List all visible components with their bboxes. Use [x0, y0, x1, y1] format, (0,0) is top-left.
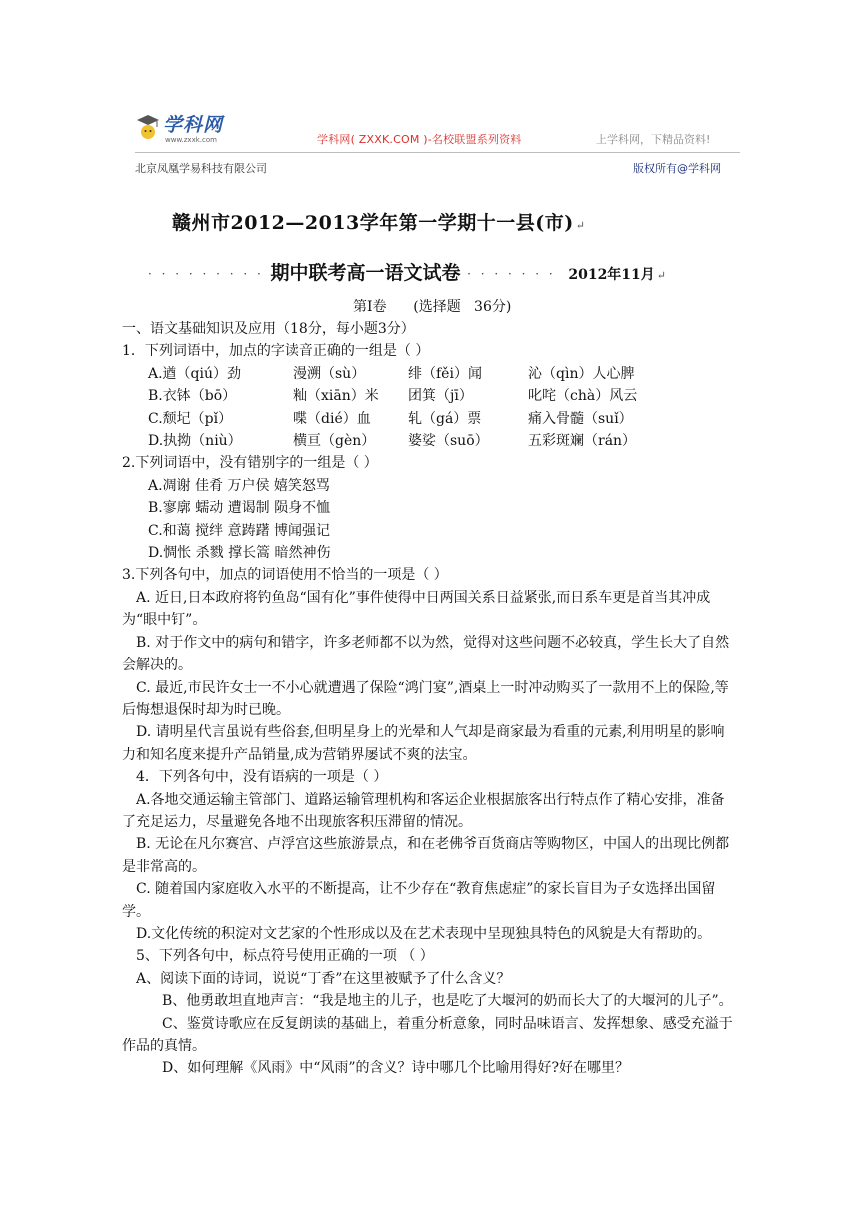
- option-paragraph: D.文化传统的积淀对文艺家的个性形成以及在艺术表现中呈现独具特色的风貌是大有帮助的。: [136, 925, 712, 942]
- option-paragraph: B. 对于作文中的病句和错字，许多老师都不以为然，觉得对这些问题不必较真，学生长大了自然会解决的。: [122, 634, 730, 674]
- option-paragraph: A. 近日,日本政府将钓鱼岛“国有化”事件使得中日两国关系日益紧张,而日系车更是首当其冲成为“眼中钉”。: [122, 589, 711, 629]
- question-stem: 2.下列词语中，没有错别字的一组是（ ）: [122, 455, 378, 472]
- header-divider: [135, 152, 740, 153]
- logo-url: www.zxxk.com: [165, 136, 217, 144]
- option-row: C.和蔼 搅绊 意踌躇 博闻强记: [148, 522, 331, 539]
- exam-body: [122, 318, 734, 1080]
- header-slogan: 上学科网，下精品资料!: [596, 133, 711, 146]
- question-stem: 4．下列各句中，没有语病的一项是（ ）: [136, 769, 388, 786]
- leader-dots: · · · · · · · · ·: [148, 267, 264, 281]
- question-stem: 5、下列各句中，标点符号使用正确的一项 （ ）: [136, 948, 434, 965]
- exam-title: 期中联考高一语文试卷: [270, 262, 461, 284]
- question-stem: 3.下列各句中，加点的词语使用不恰当的一项是（ ）: [122, 567, 448, 584]
- option-paragraph: C. 最近,市民许女士一不小心就遭遇了保险“鸿门宴”,酒桌上一时冲动购买了一款用不上的保险,等后悔想退保时却为时已晚。: [122, 679, 729, 718]
- exam-date: 2012年11月: [568, 267, 655, 283]
- site-logo[interactable]: [135, 108, 235, 148]
- option-row: D.执拗（niù） 横亘（gèn） 婆娑（suō） 五彩斑斓（rán）: [148, 433, 637, 450]
- exam-title-line2: · · · · · · · · · 期中联考高一语文试卷 · · · · · · · 2012年11月 ↵: [148, 262, 667, 284]
- option-row: B.寥廓 蠕动 遭谒制 陨身不恤: [148, 500, 331, 517]
- mortarboard-icon: [135, 112, 161, 142]
- copyright-notice: 版权所有@学科网: [633, 162, 721, 175]
- leader-dots: · · · · · · ·: [467, 267, 556, 281]
- exam-title-line1: 赣州市2012—2013学年第一学期十一县(市) ↵: [172, 212, 586, 234]
- option-paragraph: A.各地交通运输主管部门、道路运输管理机构和客运企业根据旅客出行特点作了精心安排，准备了充足运力，尽量避免各地不出现旅客积压滞留的情况。: [122, 791, 725, 830]
- option-paragraph: B、他勇敢坦直地声言：“我是地主的儿子，也是吃了大堰河的奶而长大了的大堰河的儿子”。: [162, 993, 733, 1010]
- option-row: D.惆怅 杀戮 撑长篙 暗然神伤: [148, 545, 331, 562]
- option-paragraph: B. 无论在凡尔赛宫、卢浮宫这些旅游景点，和在老佛爷百货商店等购物区，中国人的出现比例都是非常高的。: [122, 836, 730, 875]
- option-paragraph: D、如何理解《风雨》中“风雨”的含义？诗中哪几个比喻用得好?好在哪里？: [162, 1060, 630, 1077]
- logo-text: 学科网: [163, 114, 224, 136]
- question-stem: 1．下列词语中，加点的字读音正确的一组是（ ）: [122, 343, 430, 360]
- option-row: A.遒（qiú）劲 漫溯（sù） 绯（fěi）闻 沁（qìn）人心脾: [148, 365, 635, 382]
- option-row: A.凋谢 佳肴 万户侯 嬉笑怒骂: [148, 477, 330, 494]
- company-name: 北京凤凰学易科技有限公司: [135, 162, 267, 175]
- option-paragraph: D. 请明星代言虽说有些俗套,但明星身上的光晕和人气却是商家最为看重的元素,利用明星的影响力和知名度来提升产品销量,成为营销界屡试不爽的法宝。: [122, 724, 725, 763]
- option-row: B.衣钵（bō） 籼（xiān）米 团箕（jī） 叱咤（chà）风云: [148, 388, 638, 405]
- option-paragraph: C、鉴赏诗歌应在反复朗读的基础上，着重分析意象，同时品味语言、发挥想象、感受充溢于作品的真情。: [122, 1015, 733, 1054]
- part-heading: 一、语文基础知识及应用（18分，每小题3分）: [122, 321, 415, 337]
- option-row: C.颓圮（pǐ） 喋（dié）血 轧（gá）票 痛入骨髓（suǐ）: [148, 410, 633, 427]
- section-heading: 第Ⅰ卷 (选择题 36分): [353, 299, 512, 315]
- option-paragraph: C. 随着国内家庭收入水平的不断提高，让不少存在“教育焦虑症”的家长盲目为子女选择出国留学。: [122, 881, 716, 920]
- page-header: [0, 0, 860, 190]
- option-paragraph: A、阅读下面的诗词，说说“丁香”在这里被赋予了什么含义？: [136, 970, 511, 987]
- header-tagline: 学科网( ZXXK.COM )-名校联盟系列资料: [317, 133, 522, 146]
